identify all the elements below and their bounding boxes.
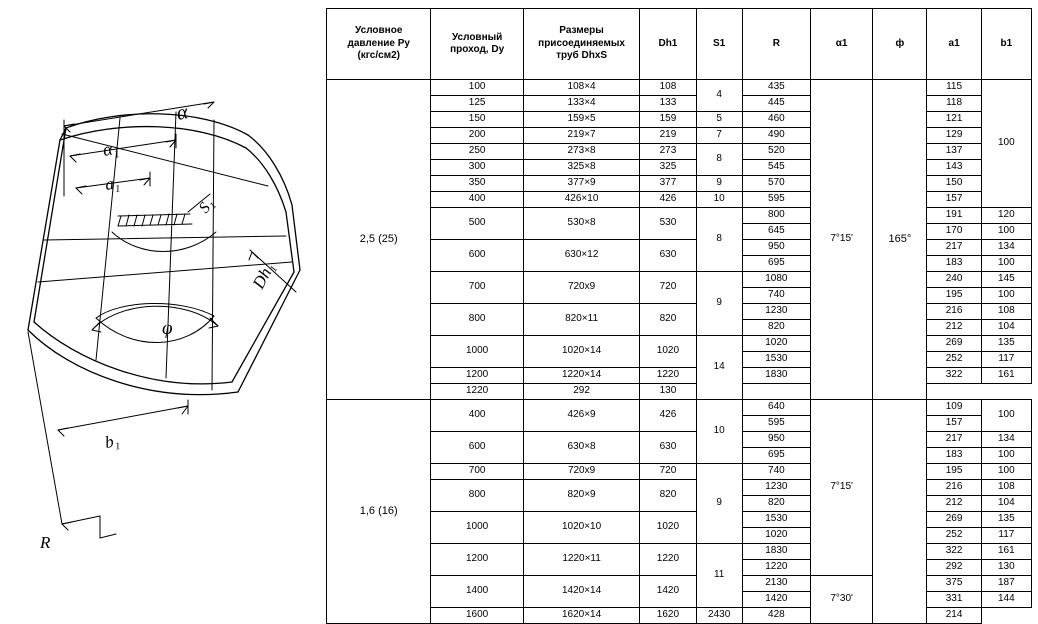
- label-alpha: α: [174, 99, 190, 125]
- cell-a1: 269: [927, 336, 981, 352]
- cell-dy: 1200: [431, 544, 523, 576]
- cell-a1: 322: [927, 544, 981, 560]
- cell-s1: 5: [696, 112, 742, 128]
- cell-dh1: 108: [640, 80, 696, 96]
- cell-pipe-size: 820×9: [523, 480, 639, 512]
- cell-r: 1220: [742, 560, 810, 576]
- cell-r: 545: [742, 160, 810, 176]
- cell-r: 520: [742, 144, 810, 160]
- cell-dh1: 273: [640, 144, 696, 160]
- cell-b1: 100: [981, 256, 1031, 272]
- cell-a1: 216: [927, 480, 981, 496]
- cell-dh1: 530: [640, 208, 696, 240]
- cell-pipe-size: 426×10: [523, 192, 639, 208]
- cell-s1: 9: [696, 464, 742, 544]
- cell-b1: 100: [981, 400, 1031, 432]
- drawing-svg: [0, 0, 322, 608]
- cell-dh1: 630: [640, 432, 696, 464]
- cell-r: 820: [742, 496, 810, 512]
- cell-dh1: 1220: [640, 368, 696, 384]
- cell-b1: 104: [981, 320, 1031, 336]
- cell-phi: 165°: [873, 80, 927, 400]
- cell-a1: 322: [927, 368, 981, 384]
- cell-dh1: 1620: [640, 608, 696, 624]
- cell-s1: 11: [696, 544, 742, 608]
- cell-dh1: 426: [640, 192, 696, 208]
- header-a1: a1: [927, 9, 981, 80]
- cell-alpha1: 7°30': [811, 576, 873, 624]
- cell-dy: 800: [431, 304, 523, 336]
- label-b1: b₁: [103, 430, 121, 452]
- cell-dy: 700: [431, 464, 523, 480]
- cell-pipe-size: 630×8: [523, 432, 639, 464]
- cell-a1: 109: [927, 400, 981, 416]
- header-alpha1: α1: [811, 9, 873, 80]
- spec-table-container: [326, 8, 1032, 624]
- cell-r: 740: [742, 464, 810, 480]
- cell-a1: 212: [927, 496, 981, 512]
- cell-dy: 350: [431, 176, 523, 192]
- header-dy: Условный проход, Dy: [431, 9, 523, 80]
- cell-r: 645: [742, 224, 810, 240]
- cell-a1: 331: [927, 592, 981, 608]
- cell-a1: 183: [927, 448, 981, 464]
- cell-r: 950: [742, 240, 810, 256]
- cell-b1: 161: [981, 368, 1031, 384]
- header-row: [327, 9, 1032, 80]
- cell-dy: 500: [431, 208, 523, 240]
- cell-b1: 187: [981, 576, 1031, 592]
- cell-s1: 14: [696, 336, 742, 400]
- cell-b1: 100: [981, 224, 1031, 240]
- cell-b1: 135: [981, 512, 1031, 528]
- cell-a1: 252: [927, 352, 981, 368]
- cell-dy: 1400: [431, 576, 523, 608]
- technical-drawing: [0, 0, 322, 608]
- cell-dh1: 820: [640, 480, 696, 512]
- cell-dh1: 630: [640, 240, 696, 272]
- cell-pipe-size: 108×4: [523, 80, 639, 96]
- cell-dh1: 426: [640, 400, 696, 432]
- cell-pressure: 2,5 (25): [327, 80, 431, 400]
- cell-dy: 600: [431, 432, 523, 464]
- header-pressure: Условное давление Ру (кгс/см2): [327, 9, 431, 80]
- cell-a1: 292: [523, 384, 639, 400]
- cell-b1: 100: [981, 464, 1031, 480]
- label-dh1: Dh₁: [248, 259, 279, 292]
- cell-s1: 7: [696, 128, 742, 144]
- cell-dy: 800: [431, 480, 523, 512]
- cell-r: 595: [742, 192, 810, 208]
- cell-s1: 4: [696, 80, 742, 112]
- cell-dy: 400: [431, 192, 523, 208]
- cell-b1: 117: [981, 528, 1031, 544]
- cell-r: 1530: [742, 512, 810, 528]
- cell-a1: 170: [927, 224, 981, 240]
- cell-pipe-size: 133×4: [523, 96, 639, 112]
- cell-dh1: 377: [640, 176, 696, 192]
- cell-b1: 120: [981, 208, 1031, 224]
- label-s1: S₁: [195, 195, 218, 217]
- cell-dh1: 1420: [640, 576, 696, 608]
- cell-dy: 150: [431, 112, 523, 128]
- cell-r: 950: [742, 432, 810, 448]
- header-pipe-size: Размеры присоединяемых труб DhxS: [523, 9, 639, 80]
- cell-r: 695: [742, 448, 810, 464]
- cell-pipe-size: 720x9: [523, 272, 639, 304]
- cell-r: 570: [742, 176, 810, 192]
- table-row: [327, 80, 1032, 96]
- cell-b1: 104: [981, 496, 1031, 512]
- cell-r: 1020: [742, 336, 810, 352]
- cell-s1: 9: [696, 176, 742, 192]
- label-r: R: [40, 533, 51, 552]
- cell-s1: 8: [696, 208, 742, 272]
- cell-a1: 137: [927, 144, 981, 160]
- cell-dh1: 1020: [640, 512, 696, 544]
- cell-s1: 9: [696, 272, 742, 336]
- cell-dy: 100: [431, 80, 523, 96]
- cell-a1: 183: [927, 256, 981, 272]
- cell-b1: 100: [981, 80, 1031, 208]
- cell-pipe-size: 720x9: [523, 464, 639, 480]
- header-phi: ф: [873, 9, 927, 80]
- cell-dy: 125: [431, 96, 523, 112]
- label-alpha1: α₁: [101, 137, 121, 160]
- cell-r: 820: [742, 320, 810, 336]
- cell-b1: 108: [981, 480, 1031, 496]
- cell-r: 2430: [696, 608, 742, 624]
- cell-dy: 700: [431, 272, 523, 304]
- cell-a1: 292: [927, 560, 981, 576]
- cell-a1: 157: [927, 192, 981, 208]
- cell-pipe-size: 426×9: [523, 400, 639, 432]
- cell-r: 1080: [742, 272, 810, 288]
- cell-dh1: 159: [640, 112, 696, 128]
- cell-dy: 1600: [431, 608, 523, 624]
- cell-a1: 216: [927, 304, 981, 320]
- cell-pipe-size: 325×8: [523, 160, 639, 176]
- cell-dh1: 219: [640, 128, 696, 144]
- cell-a1: 157: [927, 416, 981, 432]
- cell-a1: 195: [927, 288, 981, 304]
- cell-pressure: 1,6 (16): [327, 400, 431, 624]
- cell-r: 695: [742, 256, 810, 272]
- cell-b1: 144: [981, 592, 1031, 608]
- cell-b1: 135: [981, 336, 1031, 352]
- cell-a1: 212: [927, 320, 981, 336]
- cell-r: 800: [742, 208, 810, 224]
- cell-dy: 200: [431, 128, 523, 144]
- cell-alpha1: 7°15': [811, 80, 873, 400]
- cell-s1: 10: [696, 400, 742, 464]
- cell-dy: 250: [431, 144, 523, 160]
- cell-b1: 134: [981, 432, 1031, 448]
- cell-r: 1830: [742, 368, 810, 384]
- cell-a1: 129: [927, 128, 981, 144]
- cell-r: 1230: [742, 304, 810, 320]
- cell-dh1: 720: [640, 272, 696, 304]
- cell-pipe-size: 530×8: [523, 208, 639, 240]
- cell-dy: 1000: [431, 336, 523, 368]
- cell-r: 435: [742, 80, 810, 96]
- header-s1: S1: [696, 9, 742, 80]
- table-head: [327, 9, 1032, 80]
- cell-b1: 117: [981, 352, 1031, 368]
- cell-a1: 217: [927, 432, 981, 448]
- cell-pipe-size: 1220×14: [523, 368, 639, 384]
- cell-b1: 214: [927, 608, 981, 624]
- cell-r: 1230: [742, 480, 810, 496]
- cell-dh1: 325: [640, 160, 696, 176]
- cell-dy: 1000: [431, 512, 523, 544]
- cell-r: 445: [742, 96, 810, 112]
- cell-phi: [873, 400, 927, 624]
- cell-pipe-size: 820×11: [523, 304, 639, 336]
- cell-s1: 8: [696, 144, 742, 176]
- cell-dh1: 820: [640, 304, 696, 336]
- cell-a1: 195: [927, 464, 981, 480]
- cell-a1: 269: [927, 512, 981, 528]
- cell-a1: 143: [927, 160, 981, 176]
- cell-dy: 600: [431, 240, 523, 272]
- table-row: [327, 400, 1032, 416]
- cell-r: 1530: [742, 352, 810, 368]
- cell-r: 595: [742, 416, 810, 432]
- cell-pipe-size: 630×12: [523, 240, 639, 272]
- label-phi: φ: [162, 318, 173, 339]
- cell-r: 2130: [742, 576, 810, 592]
- cell-pipe-size: 1220×11: [523, 544, 639, 576]
- cell-pipe-size: 377×9: [523, 176, 639, 192]
- cell-r: 1420: [742, 592, 810, 608]
- header-r: R: [742, 9, 810, 80]
- cell-dy: 1200: [431, 368, 523, 384]
- cell-r: 640: [742, 400, 810, 416]
- cell-a1: 217: [927, 240, 981, 256]
- cell-r: 740: [742, 288, 810, 304]
- cell-r: 1220: [431, 384, 523, 400]
- cell-b1: 161: [981, 544, 1031, 560]
- cell-b1: 145: [981, 272, 1031, 288]
- cell-dh1: 1020: [640, 336, 696, 368]
- cell-pipe-size: 1020×10: [523, 512, 639, 544]
- cell-dy: 400: [431, 400, 523, 432]
- cell-a1: 375: [927, 576, 981, 592]
- cell-r: 460: [742, 112, 810, 128]
- cell-b1: 130: [981, 560, 1031, 576]
- cell-a1: 115: [927, 80, 981, 96]
- cell-b1: 100: [981, 448, 1031, 464]
- cell-s1: 10: [696, 192, 742, 208]
- cell-r: 1020: [742, 528, 810, 544]
- cell-b1: 100: [981, 288, 1031, 304]
- cell-pipe-size: 1020×14: [523, 336, 639, 368]
- cell-b1: 134: [981, 240, 1031, 256]
- label-a1: a₁: [103, 173, 121, 194]
- cell-pipe-size: 219×7: [523, 128, 639, 144]
- cell-a1: 118: [927, 96, 981, 112]
- cell-a1: 428: [742, 608, 810, 624]
- cell-a1: 121: [927, 112, 981, 128]
- cell-a1: 150: [927, 176, 981, 192]
- cell-b1: 108: [981, 304, 1031, 320]
- cell-r: 490: [742, 128, 810, 144]
- spec-table: [326, 8, 1032, 624]
- header-b1: b1: [981, 9, 1031, 80]
- cell-pipe-size: 273×8: [523, 144, 639, 160]
- cell-pipe-size: 1420×14: [523, 576, 639, 608]
- cell-dh1: 720: [640, 464, 696, 480]
- cell-dh1: 133: [640, 96, 696, 112]
- cell-dy: 300: [431, 160, 523, 176]
- cell-dh1: 1220: [640, 544, 696, 576]
- cell-a1: 191: [927, 208, 981, 224]
- table-body: [327, 80, 1032, 624]
- cell-alpha1: 7°15': [811, 400, 873, 576]
- cell-b1: 130: [640, 384, 696, 400]
- header-dh1: Dh1: [640, 9, 696, 80]
- cell-pipe-size: 1620×14: [523, 608, 639, 624]
- cell-pipe-size: 159×5: [523, 112, 639, 128]
- cell-a1: 252: [927, 528, 981, 544]
- cell-r: 1830: [742, 544, 810, 560]
- cell-a1: 240: [927, 272, 981, 288]
